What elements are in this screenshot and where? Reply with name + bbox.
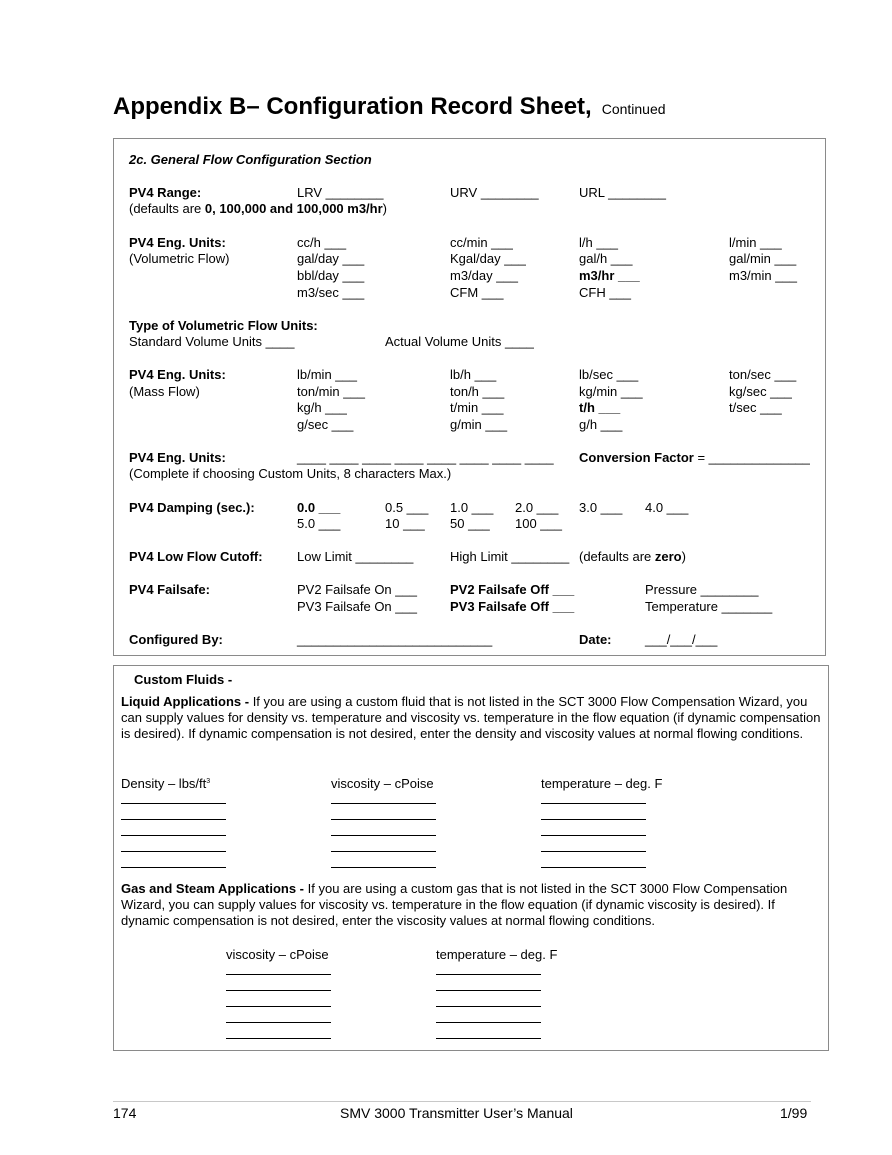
damping-option[interactable]: 4.0 ___ (645, 500, 689, 515)
unit-option[interactable]: ton/h ___ (450, 384, 505, 399)
unit-option[interactable]: l/min ___ (729, 235, 782, 250)
viscosity-blank[interactable] (331, 867, 436, 868)
unit-option[interactable]: l/h ___ (579, 235, 619, 250)
url-field[interactable]: URL ________ (579, 185, 666, 200)
pv3-failsafe-on[interactable]: PV3 Failsafe On ___ (297, 599, 417, 614)
unit-option[interactable]: kg/sec ___ (729, 384, 792, 399)
unit-option[interactable]: CFM ___ (450, 285, 504, 300)
unit-option[interactable]: lb/h ___ (450, 367, 497, 382)
failsafe-pressure-field[interactable]: Pressure ________ (645, 582, 759, 597)
density-blank[interactable] (121, 803, 226, 804)
damping-option[interactable]: 5.0 ___ (297, 516, 341, 531)
page-title (113, 92, 666, 124)
unit-option[interactable]: g/h ___ (579, 417, 623, 432)
mass-units-sublabel: (Mass Flow) (129, 384, 200, 399)
damping-option[interactable]: 3.0 ___ (579, 500, 623, 515)
unit-option[interactable]: cc/min ___ (450, 235, 513, 250)
pv2-failsafe-on[interactable]: PV2 Failsafe On ___ (297, 582, 417, 597)
gas-temperature-blank[interactable] (436, 990, 541, 991)
viscosity-blank[interactable] (331, 819, 436, 820)
damping-option[interactable]: 10 ___ (385, 516, 425, 531)
unit-option[interactable]: kg/h ___ (297, 400, 347, 415)
unit-option[interactable]: gal/min ___ (729, 251, 797, 266)
high-limit-field[interactable]: High Limit ________ (450, 549, 570, 564)
gas-temperature-blank[interactable] (436, 1022, 541, 1023)
configured-by-field[interactable]: ___________________________ (297, 632, 493, 647)
range-label: PV4 Range: (129, 185, 202, 200)
unit-option-default[interactable]: m3/hr ___ (579, 268, 640, 283)
unit-option[interactable]: g/min ___ (450, 417, 508, 432)
unit-option[interactable]: Kgal/day ___ (450, 251, 526, 266)
unit-option[interactable]: t/min ___ (450, 400, 504, 415)
damping-label: PV4 Damping (sec.): (129, 500, 255, 515)
gas-temperature-blank[interactable] (436, 1038, 541, 1039)
unit-option[interactable]: kg/min ___ (579, 384, 643, 399)
page-number: 174 (113, 1105, 137, 1121)
footer-divider (113, 1101, 811, 1102)
unit-option[interactable]: m3/sec ___ (297, 285, 365, 300)
lrv-field[interactable]: LRV ________ (297, 185, 384, 200)
unit-option[interactable]: gal/h ___ (579, 251, 633, 266)
actual-volume-field[interactable]: Actual Volume Units ____ (385, 334, 534, 349)
failsafe-temperature-field[interactable]: Temperature _______ (645, 599, 773, 614)
gas-viscosity-blank[interactable] (226, 1006, 331, 1007)
unit-option[interactable]: gal/day ___ (297, 251, 365, 266)
temperature-blank[interactable] (541, 867, 646, 868)
vol-type-label: Type of Volumetric Flow Units: (129, 318, 318, 333)
density-blank[interactable] (121, 835, 226, 836)
temperature-blank[interactable] (541, 803, 646, 804)
custom-fluids-title: Custom Fluids - (134, 672, 233, 687)
unit-option-default[interactable]: t/h ___ (579, 400, 621, 415)
viscosity-blank[interactable] (331, 803, 436, 804)
density-blank[interactable] (121, 819, 226, 820)
pv3-failsafe-off[interactable]: PV3 Failsafe Off ___ (450, 599, 575, 614)
unit-option[interactable]: lb/sec ___ (579, 367, 639, 382)
temperature-column-header: temperature – deg. F (541, 776, 663, 791)
unit-option[interactable]: m3/min ___ (729, 268, 797, 283)
density-blank[interactable] (121, 867, 226, 868)
conversion-factor[interactable]: Conversion Factor = ______________ (579, 450, 810, 465)
title-text: Appendix B– Configuration Record Sheet, (113, 93, 592, 120)
custom-units-note: (Complete if choosing Custom Units, 8 characters Max.) (129, 466, 452, 481)
temperature-blank[interactable] (541, 819, 646, 820)
density-column-header: Density – lbs/$ft^3$ (121, 776, 211, 791)
gas-viscosity-blank[interactable] (226, 974, 331, 975)
pv2-failsafe-off[interactable]: PV2 Failsafe Off ___ (450, 582, 575, 597)
unit-option[interactable]: CFH ___ (579, 285, 632, 300)
viscosity-blank[interactable] (331, 835, 436, 836)
gas-temperature-column-header: temperature – deg. F (436, 947, 558, 962)
date-field[interactable]: ___/___/___ (645, 632, 718, 647)
unit-option[interactable]: bbl/day ___ (297, 268, 365, 283)
custom-units-label: PV4 Eng. Units: (129, 450, 226, 465)
viscosity-column-header: viscosity – cPoise (331, 776, 434, 791)
gas-viscosity-column-header: viscosity – cPoise (226, 947, 329, 962)
date-label: Date: (579, 632, 612, 647)
temperature-blank[interactable] (541, 851, 646, 852)
title-continued: Continued (601, 101, 666, 117)
damping-option[interactable]: 1.0 ___ (450, 500, 494, 515)
damping-option[interactable]: 100 ___ (515, 516, 562, 531)
gas-viscosity-blank[interactable] (226, 1022, 331, 1023)
failsafe-label: PV4 Failsafe: (129, 582, 210, 597)
gas-temperature-blank[interactable] (436, 1006, 541, 1007)
damping-option[interactable]: 0.5 ___ (385, 500, 429, 515)
urv-field[interactable]: URV ________ (450, 185, 539, 200)
damping-option-default[interactable]: 0.0 ___ (297, 500, 341, 515)
footer-title: SMV 3000 Transmitter User’s Manual (340, 1105, 573, 1121)
density-blank[interactable] (121, 851, 226, 852)
gas-temperature-blank[interactable] (436, 974, 541, 975)
gas-applications-text: Gas and Steam Applications - If you are using a custom gas that is not listed in the SCT 3000 Flow Compensation Wizard, you can supply values for viscosity vs. temperature in the flow equation (if dynamic viscosity is desired). If dynamic compensation is not desired, enter the viscosity values at normal flowing conditions. (121, 881, 788, 928)
range-defaults: (defaults are 0, 100,000 and 100,000 m3/hr) (129, 201, 388, 216)
unit-option[interactable]: ton/sec ___ (729, 367, 797, 382)
unit-option[interactable]: m3/day ___ (450, 268, 518, 283)
unit-option[interactable]: lb/min ___ (297, 367, 357, 382)
configured-by-label: Configured By: (129, 632, 223, 647)
footer-date: 1/99 (780, 1105, 808, 1121)
temperature-blank[interactable] (541, 835, 646, 836)
low-limit-field[interactable]: Low Limit ________ (297, 549, 414, 564)
viscosity-blank[interactable] (331, 851, 436, 852)
unit-option[interactable]: cc/h ___ (297, 235, 347, 250)
damping-option[interactable]: 50 ___ (450, 516, 490, 531)
vol-units-sublabel: (Volumetric Flow) (129, 251, 230, 266)
section-heading: 2c. General Flow Configuration Section (129, 152, 372, 167)
liquid-applications-text: Liquid Applications - If you are using a custom fluid that is not listed in the SCT 3000 Flow Compensation Wizard, you can supply values for density vs. temperature and viscosity vs. temperature in the flow equation (if dynamic compensation is desired). If dynamic compensation is not desired, enter the density and viscosity values at normal flowing conditions. (121, 694, 821, 741)
mass-units-label: PV4 Eng. Units: (129, 367, 226, 382)
vol-units-label: PV4 Eng. Units: (129, 235, 226, 250)
gas-viscosity-blank[interactable] (226, 1038, 331, 1039)
damping-option[interactable]: 2.0 ___ (515, 500, 559, 515)
cutoff-defaults: (defaults are zero) (579, 549, 686, 564)
standard-volume-field[interactable]: Standard Volume Units ____ (129, 334, 295, 349)
gas-viscosity-blank[interactable] (226, 990, 331, 991)
custom-units-blanks[interactable]: ____ ____ ____ ____ ____ ____ ____ ____ (297, 450, 554, 465)
cutoff-label: PV4 Low Flow Cutoff: (129, 549, 263, 564)
unit-option[interactable]: g/sec ___ (297, 417, 354, 432)
unit-option[interactable]: t/sec ___ (729, 400, 782, 415)
unit-option[interactable]: ton/min ___ (297, 384, 365, 399)
